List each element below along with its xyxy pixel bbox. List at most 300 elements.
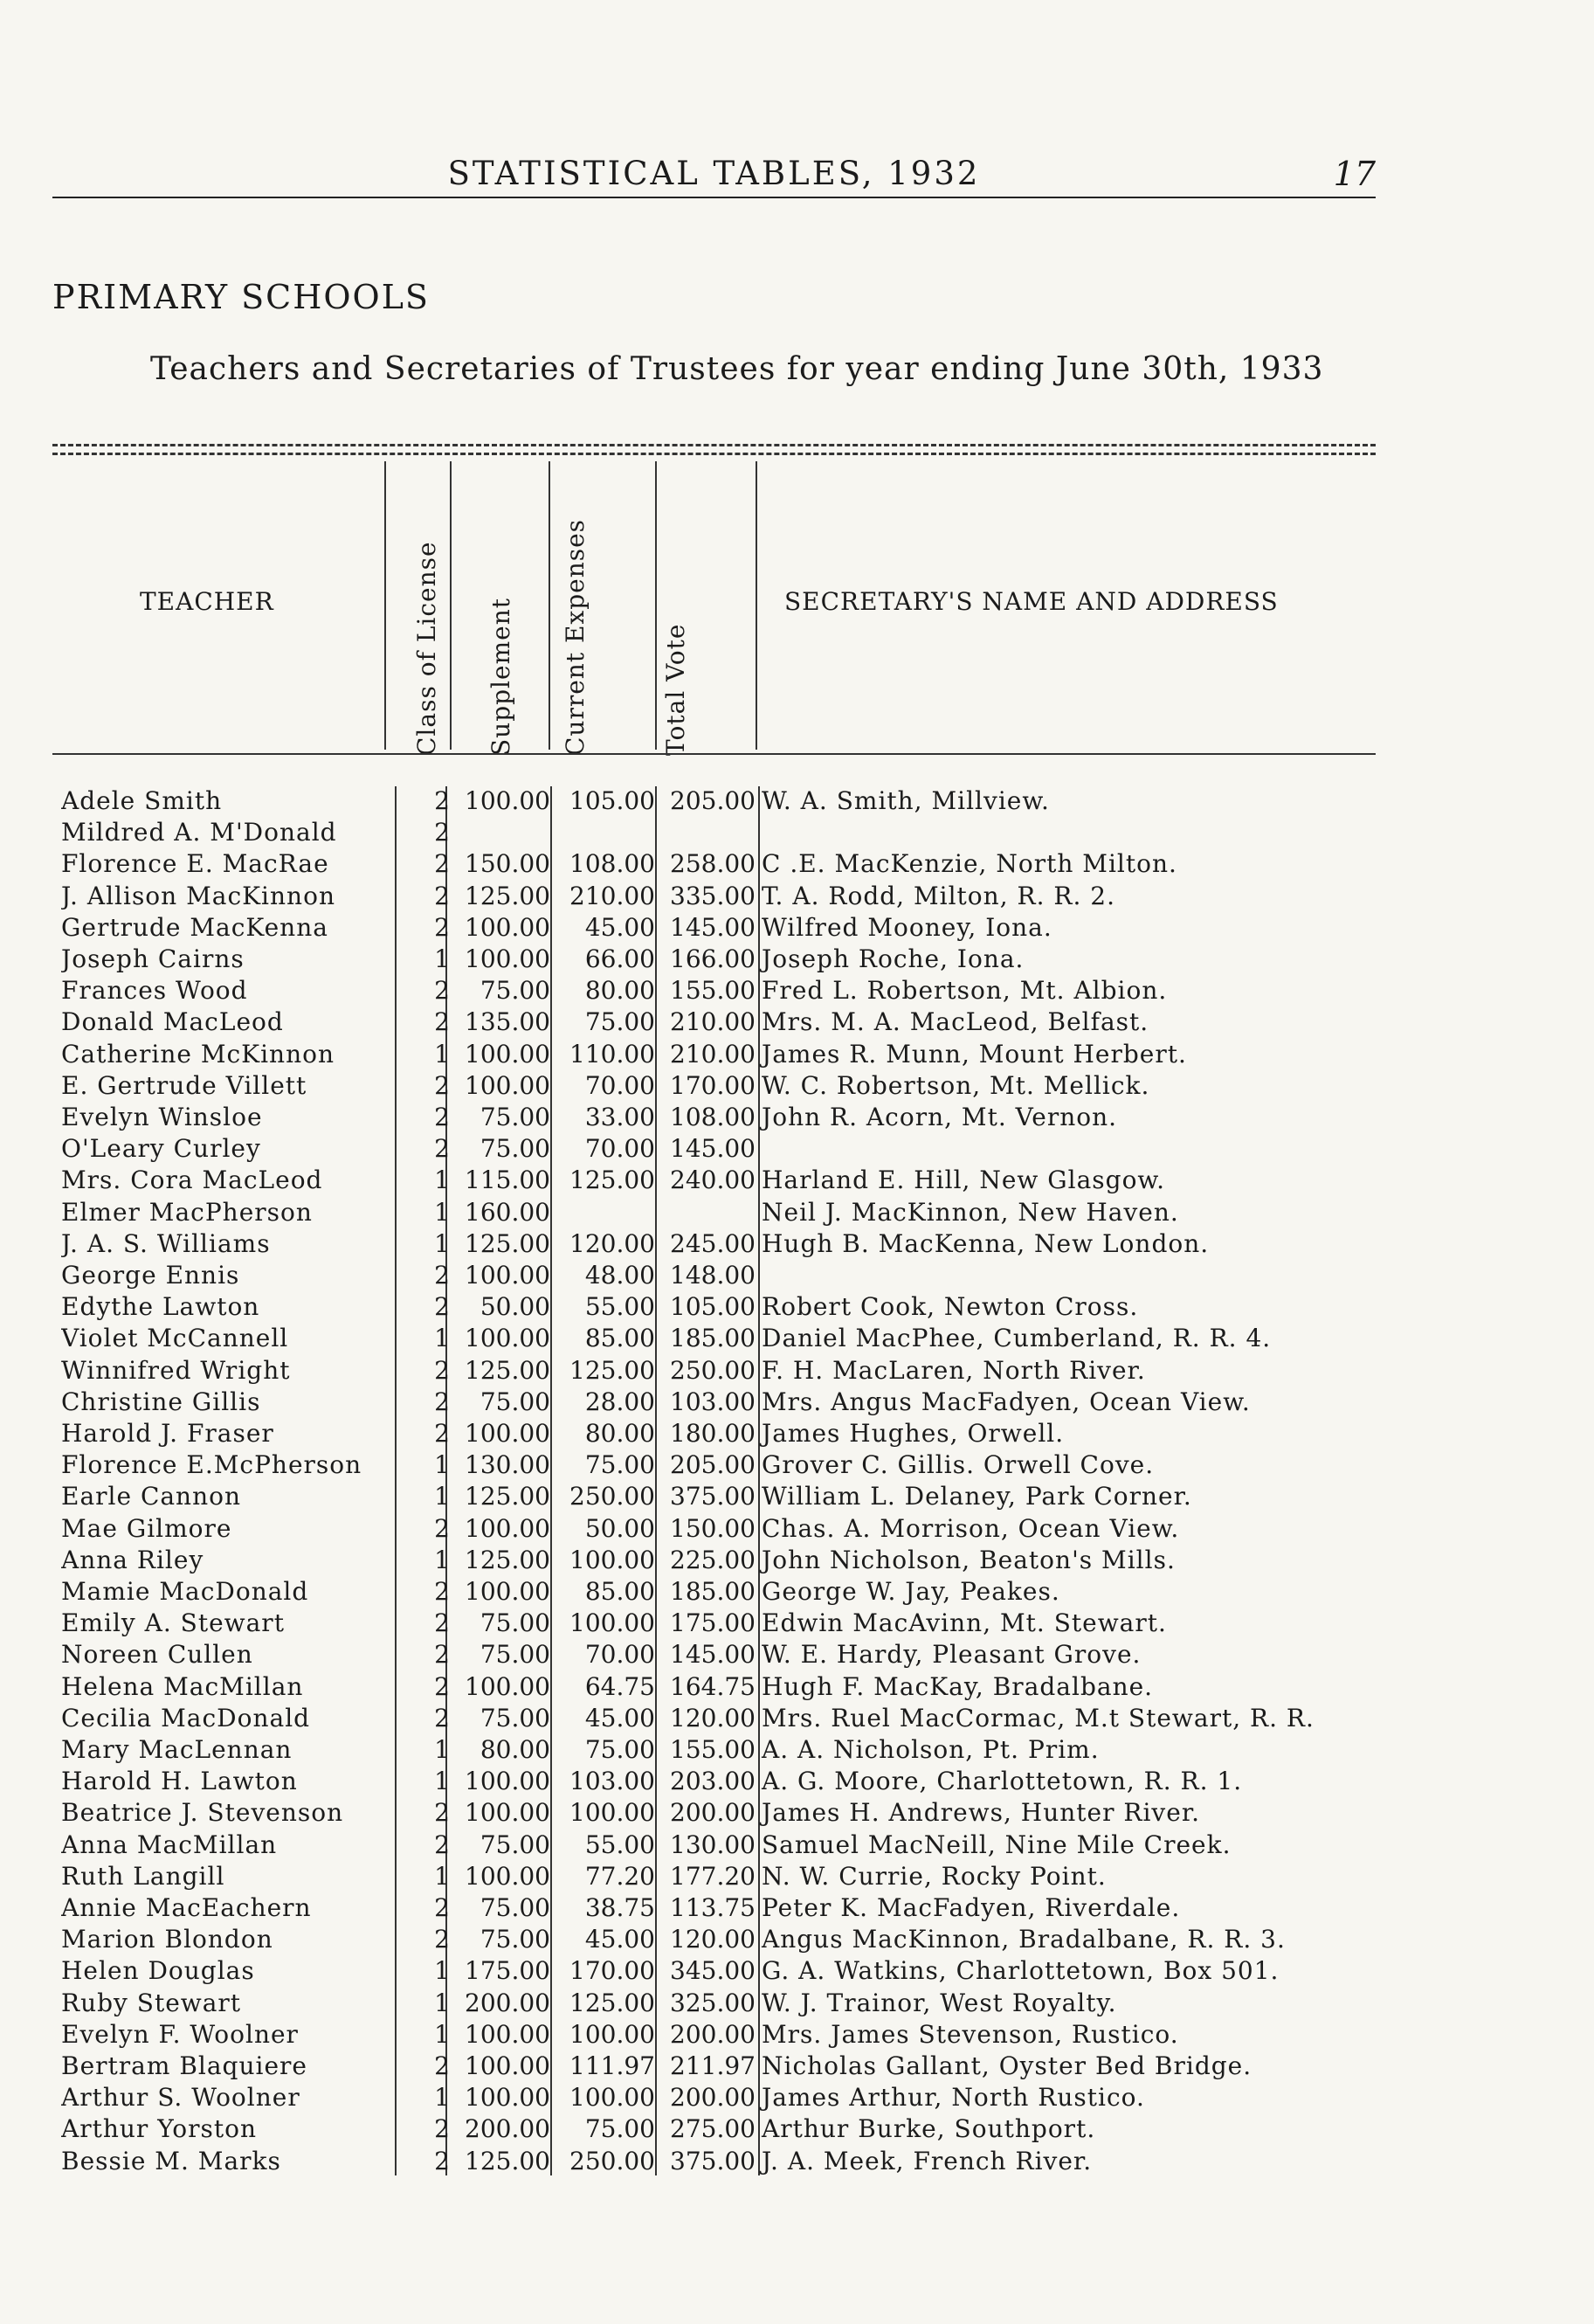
license-class: 1 [434, 1482, 450, 1511]
column-header-supplement: Supplement [486, 598, 515, 756]
supplement-amount: 125.00 [465, 1228, 550, 1258]
total-vote-amount: 210.00 [670, 1007, 756, 1037]
current-expenses-amount: 77.20 [584, 1861, 655, 1891]
table-row [0, 1324, 1594, 1355]
table-row [0, 1261, 1594, 1292]
supplement-amount: 80.00 [480, 1735, 550, 1764]
total-vote-amount: 200.00 [670, 2019, 756, 2049]
current-expenses-amount: 125.00 [569, 1988, 655, 2017]
license-class: 2 [434, 1007, 450, 1037]
teacher-name: Arthur Yorston [61, 2114, 258, 2144]
current-expenses-amount: 55.00 [584, 1829, 655, 1859]
total-vote-amount: 150.00 [670, 1513, 756, 1543]
secretary-name-address: Nicholas Gallant, Oyster Bed Bridge. [762, 2051, 1252, 2080]
table-row [0, 1165, 1594, 1197]
current-expenses-amount: 100.00 [569, 2083, 655, 2113]
secretary-name-address: Hugh B. MacKenna, New London. [762, 1228, 1210, 1258]
supplement-amount: 100.00 [465, 786, 550, 815]
current-expenses-amount: 75.00 [584, 1450, 655, 1480]
supplement-amount: 100.00 [465, 1419, 550, 1448]
column-header-secretary: SECRETARY'S NAME AND ADDRESS [784, 587, 1279, 616]
table-row [0, 2147, 1594, 2178]
secretary-name-address: W. A. Smith, Millview. [762, 786, 1050, 815]
teacher-name: Anna MacMillan [61, 1829, 278, 1859]
total-vote-amount: 130.00 [670, 1829, 756, 1859]
secretary-name-address: Angus MacKinnon, Bradalbane, R. R. 3. [762, 1925, 1286, 1954]
supplement-amount: 75.00 [480, 1893, 550, 1922]
current-expenses-amount: 66.00 [584, 944, 655, 973]
current-expenses-amount: 75.00 [584, 1735, 655, 1764]
current-expenses-amount: 120.00 [569, 1228, 655, 1258]
table-row [0, 1862, 1594, 1893]
secretary-name-address: J. A. Meek, French River. [762, 2146, 1093, 2175]
current-expenses-amount: 80.00 [584, 1419, 655, 1448]
secretary-name-address: F. H. MacLaren, North River. [762, 1355, 1146, 1385]
total-vote-amount: 375.00 [670, 2146, 756, 2175]
total-vote-amount: 375.00 [670, 1482, 756, 1511]
total-vote-amount: 211.97 [670, 2051, 756, 2080]
current-expenses-amount: 45.00 [584, 912, 655, 942]
license-class: 2 [434, 1419, 450, 1448]
license-class: 2 [434, 1608, 450, 1638]
total-vote-amount: 325.00 [670, 1988, 756, 2017]
total-vote-amount: 245.00 [670, 1228, 756, 1258]
license-class: 1 [434, 2019, 450, 2049]
teacher-name: Mamie MacDonald [61, 1577, 309, 1606]
table-row [0, 1735, 1594, 1767]
table-row [0, 1040, 1594, 1071]
teacher-name: Ruth Langill [61, 1861, 225, 1891]
teacher-name: Noreen Cullen [61, 1640, 253, 1670]
secretary-name-address: Peter K. MacFadyen, Riverdale. [762, 1893, 1181, 1922]
table-row [0, 1956, 1594, 1988]
secretary-name-address: W. E. Hardy, Pleasant Grove. [762, 1640, 1142, 1670]
table-row [0, 1007, 1594, 1039]
license-class: 2 [434, 1387, 450, 1416]
secretary-name-address: Neil J. MacKinnon, New Haven. [762, 1197, 1179, 1227]
total-vote-amount: 105.00 [670, 1292, 756, 1322]
table-row [0, 1925, 1594, 1956]
teacher-name: Arthur S. Woolner [61, 2083, 300, 2113]
current-expenses-amount: 64.75 [584, 1671, 655, 1701]
table-row [0, 913, 1594, 944]
supplement-amount: 135.00 [465, 1007, 550, 1037]
table-row [0, 1419, 1594, 1450]
supplement-amount: 100.00 [465, 1324, 550, 1353]
total-vote-amount: 120.00 [670, 1925, 756, 1954]
current-expenses-amount: 108.00 [569, 849, 655, 879]
supplement-amount: 125.00 [465, 1482, 550, 1511]
table-row [0, 849, 1594, 881]
current-expenses-amount: 75.00 [584, 2114, 655, 2144]
current-expenses-amount: 85.00 [584, 1324, 655, 1353]
table-row [0, 1640, 1594, 1671]
teacher-name: Christine Gillis [61, 1387, 261, 1416]
table-row [0, 944, 1594, 976]
current-expenses-amount: 103.00 [569, 1767, 655, 1796]
secretary-name-address: Mrs. Ruel MacCormac, M.t Stewart, R. R. [762, 1703, 1315, 1733]
secretary-name-address: James R. Munn, Mount Herbert. [762, 1039, 1187, 1069]
secretary-name-address: James Hughes, Orwell. [762, 1419, 1065, 1448]
column-header-class: Class of License [412, 541, 441, 756]
license-class: 2 [434, 1671, 450, 1701]
supplement-amount: 100.00 [465, 2019, 550, 2049]
supplement-amount: 200.00 [465, 2114, 550, 2144]
current-expenses-amount: 210.00 [569, 881, 655, 910]
table-row [0, 1229, 1594, 1261]
license-class: 2 [434, 1070, 450, 1100]
supplement-amount: 50.00 [480, 1292, 550, 1322]
license-class: 2 [434, 1798, 450, 1828]
secretary-name-address: W. J. Trainor, West Royalty. [762, 1988, 1117, 2017]
teacher-name: Bertram Blaquiere [61, 2051, 307, 2080]
teacher-name: Emily A. Stewart [61, 1608, 285, 1638]
total-vote-amount: 185.00 [670, 1577, 756, 1606]
supplement-amount: 75.00 [480, 1134, 550, 1164]
table-row [0, 1292, 1594, 1324]
total-vote-amount: 145.00 [670, 912, 756, 942]
supplement-amount: 130.00 [465, 1450, 550, 1480]
supplement-amount: 100.00 [465, 944, 550, 973]
license-class: 1 [434, 1767, 450, 1796]
current-expenses-amount: 33.00 [584, 1103, 655, 1131]
total-vote-amount: 145.00 [670, 1134, 756, 1164]
total-vote-amount: 335.00 [670, 881, 756, 910]
license-class: 2 [434, 1513, 450, 1543]
total-vote-amount: 225.00 [670, 1545, 756, 1574]
current-expenses-amount: 45.00 [584, 1925, 655, 1954]
secretary-name-address: Fred L. Robertson, Mt. Albion. [762, 976, 1168, 1006]
supplement-amount: 100.00 [465, 2051, 550, 2080]
column-header-current: Current Expenses [561, 518, 590, 756]
current-expenses-amount: 85.00 [584, 1577, 655, 1606]
secretary-name-address: Samuel MacNeill, Nine Mile Creek. [762, 1829, 1232, 1859]
current-expenses-amount: 100.00 [569, 1608, 655, 1638]
current-expenses-amount: 100.00 [569, 1545, 655, 1574]
teacher-name: Frances Wood [61, 976, 248, 1006]
secretary-name-address: James Arthur, North Rustico. [762, 2083, 1145, 2113]
table-row [0, 786, 1594, 818]
teacher-name: J. A. S. Williams [61, 1228, 271, 1258]
secretary-name-address: Mrs. James Stevenson, Rustico. [762, 2019, 1179, 2049]
supplement-amount: 175.00 [465, 1956, 550, 1986]
current-expenses-amount: 70.00 [584, 1070, 655, 1100]
teacher-name: Catherine McKinnon [61, 1039, 335, 1069]
top-dashed-rule-2 [52, 453, 1376, 455]
supplement-amount: 125.00 [465, 881, 550, 910]
secretary-name-address: Harland E. Hill, New Glasgow. [762, 1165, 1165, 1195]
license-class: 2 [434, 1893, 450, 1922]
teacher-name: Florence E. MacRae [61, 849, 329, 879]
teacher-name: Edythe Lawton [61, 1292, 260, 1322]
secretary-name-address: Chas. A. Morrison, Ocean View. [762, 1513, 1180, 1543]
supplement-amount: 115.00 [465, 1165, 550, 1195]
header-divider-3 [549, 461, 550, 750]
total-vote-amount: 185.00 [670, 1324, 756, 1353]
supplement-amount: 100.00 [465, 1261, 550, 1290]
table-row [0, 1546, 1594, 1577]
current-expenses-amount: 55.00 [584, 1292, 655, 1322]
supplement-amount: 75.00 [480, 976, 550, 1006]
total-vote-amount: 113.75 [670, 1893, 756, 1922]
current-expenses-amount: 125.00 [569, 1165, 655, 1195]
teacher-name: Mildred A. M'Donald [61, 818, 337, 847]
table-row [0, 1830, 1594, 1862]
header-divider-2 [450, 461, 452, 750]
column-header-total: Total Vote [661, 623, 690, 756]
license-class: 2 [434, 1292, 450, 1322]
current-expenses-amount: 28.00 [584, 1387, 655, 1416]
header-divider-4 [655, 461, 657, 750]
table-row [0, 1514, 1594, 1546]
secretary-name-address: Edwin MacAvinn, Mt. Stewart. [762, 1608, 1167, 1638]
total-vote-amount: 103.00 [670, 1387, 756, 1416]
teacher-name: Helena MacMillan [61, 1671, 304, 1701]
table-row [0, 2051, 1594, 2083]
secretary-name-address: Mrs. M. A. MacLeod, Belfast. [762, 1007, 1149, 1037]
license-class: 2 [434, 1261, 450, 1290]
table-row [0, 1577, 1594, 1608]
total-vote-amount: 250.00 [670, 1355, 756, 1385]
license-class: 1 [434, 1956, 450, 1986]
license-class: 1 [434, 1324, 450, 1353]
supplement-amount: 100.00 [465, 1671, 550, 1701]
teacher-name: Helen Douglas [61, 1956, 255, 1986]
license-class: 2 [434, 2146, 450, 2175]
license-class: 2 [434, 881, 450, 910]
total-vote-amount: 180.00 [670, 1419, 756, 1448]
supplement-amount: 100.00 [465, 912, 550, 942]
header-divider-1 [384, 461, 386, 750]
license-class: 1 [434, 1450, 450, 1480]
supplement-amount: 200.00 [465, 1988, 550, 2017]
supplement-amount: 100.00 [465, 2083, 550, 2113]
teacher-name: E. Gertrude Villett [61, 1070, 307, 1100]
current-expenses-amount: 125.00 [569, 1355, 655, 1385]
total-vote-amount: 200.00 [670, 2083, 756, 2113]
total-vote-amount: 205.00 [670, 786, 756, 815]
teacher-name: Earle Cannon [61, 1482, 242, 1511]
teacher-name: Mary MacLennan [61, 1735, 293, 1764]
table-row [0, 1134, 1594, 1165]
supplement-amount: 75.00 [480, 1829, 550, 1859]
supplement-amount: 100.00 [465, 1798, 550, 1828]
secretary-name-address: W. C. Robertson, Mt. Mellick. [762, 1070, 1150, 1100]
supplement-amount: 75.00 [480, 1925, 550, 1954]
teacher-name: Evelyn Winsloe [61, 1103, 263, 1131]
total-vote-amount: 275.00 [670, 2114, 756, 2144]
teacher-name: George Ennis [61, 1261, 240, 1290]
secretary-name-address: Wilfred Mooney, Iona. [762, 912, 1052, 942]
license-class: 2 [434, 912, 450, 942]
table-row [0, 818, 1594, 849]
table-row [0, 1450, 1594, 1482]
table-row [0, 1608, 1594, 1640]
secretary-name-address: C .E. MacKenzie, North Milton. [762, 849, 1177, 879]
current-expenses-amount: 38.75 [584, 1893, 655, 1922]
license-class: 1 [434, 1228, 450, 1258]
license-class: 1 [434, 1197, 450, 1227]
total-vote-amount: 166.00 [670, 944, 756, 973]
current-expenses-amount: 45.00 [584, 1703, 655, 1733]
current-expenses-amount: 110.00 [569, 1039, 655, 1069]
supplement-amount: 100.00 [465, 1513, 550, 1543]
current-expenses-amount: 250.00 [569, 2146, 655, 2175]
license-class: 2 [434, 1355, 450, 1385]
total-vote-amount: 203.00 [670, 1767, 756, 1796]
current-expenses-amount: 111.97 [569, 2051, 655, 2080]
table-row [0, 1356, 1594, 1387]
secretary-name-address: James H. Andrews, Hunter River. [762, 1798, 1201, 1828]
supplement-amount: 150.00 [465, 849, 550, 879]
license-class: 2 [434, 976, 450, 1006]
license-class: 1 [434, 1988, 450, 2017]
teacher-name: Donald MacLeod [61, 1007, 284, 1037]
total-vote-amount: 200.00 [670, 1798, 756, 1828]
total-vote-amount: 345.00 [670, 1956, 756, 1986]
license-class: 2 [434, 2051, 450, 2080]
teacher-name: Joseph Cairns [61, 944, 245, 973]
supplement-amount: 125.00 [465, 1355, 550, 1385]
license-class: 2 [434, 818, 450, 847]
total-vote-amount: 145.00 [670, 1640, 756, 1670]
top-dashed-rule [52, 444, 1376, 446]
total-vote-amount: 170.00 [670, 1070, 756, 1100]
total-vote-amount: 205.00 [670, 1450, 756, 1480]
secretary-name-address: Joseph Roche, Iona. [762, 944, 1025, 973]
license-class: 1 [434, 1545, 450, 1574]
teacher-name: J. Allison MacKinnon [61, 881, 335, 910]
supplement-amount: 125.00 [465, 1545, 550, 1574]
table-row [0, 1704, 1594, 1735]
total-vote-amount: 177.20 [670, 1861, 756, 1891]
current-expenses-amount: 105.00 [569, 786, 655, 815]
secretary-name-address: Mrs. Angus MacFadyen, Ocean View. [762, 1387, 1251, 1416]
secretary-name-address: N. W. Currie, Rocky Point. [762, 1861, 1107, 1891]
teacher-name: Elmer MacPherson [61, 1197, 313, 1227]
table-row [0, 882, 1594, 913]
current-expenses-amount: 100.00 [569, 2019, 655, 2049]
secretary-name-address: John R. Acorn, Mt. Vernon. [762, 1103, 1118, 1131]
teacher-name: Winnifred Wright [61, 1355, 291, 1385]
table-row [0, 1387, 1594, 1419]
teacher-name: Gertrude MacKenna [61, 912, 328, 942]
license-class: 2 [434, 2114, 450, 2144]
column-header-teacher: TEACHER [140, 587, 274, 616]
table-row [0, 1198, 1594, 1229]
current-expenses-amount: 80.00 [584, 976, 655, 1006]
secretary-name-address: A. G. Moore, Charlottetown, R. R. 1. [762, 1767, 1243, 1796]
header-bottom-rule [52, 753, 1376, 755]
total-vote-amount: 148.00 [670, 1261, 756, 1290]
secretary-name-address: Arthur Burke, Southport. [762, 2114, 1096, 2144]
table-row [0, 1482, 1594, 1513]
supplement-amount: 75.00 [480, 1103, 550, 1131]
teacher-name: Bessie M. Marks [61, 2146, 281, 2175]
running-title: STATISTICAL TABLES, 1932 [447, 155, 981, 192]
current-expenses-amount: 70.00 [584, 1134, 655, 1164]
teacher-name: Marion Blondon [61, 1925, 273, 1954]
total-vote-amount: 164.75 [670, 1671, 756, 1701]
teacher-name: Florence E.McPherson [61, 1450, 362, 1480]
table-row [0, 1672, 1594, 1704]
table-row [0, 1893, 1594, 1925]
license-class: 2 [434, 1925, 450, 1954]
supplement-amount: 100.00 [465, 1577, 550, 1606]
total-vote-amount: 240.00 [670, 1165, 756, 1195]
teacher-name: Evelyn F. Woolner [61, 2019, 299, 2049]
table-row [0, 1071, 1594, 1103]
license-class: 1 [434, 1735, 450, 1764]
table-row [0, 2020, 1594, 2051]
secretary-name-address: John Nicholson, Beaton's Mills. [762, 1545, 1176, 1574]
teacher-name: O'Leary Curley [61, 1134, 261, 1164]
license-class: 2 [434, 1577, 450, 1606]
teacher-name: Violet McCannell [61, 1324, 289, 1353]
supplement-amount: 100.00 [465, 1039, 550, 1069]
license-class: 2 [434, 1134, 450, 1164]
supplement-amount: 160.00 [465, 1197, 550, 1227]
secretary-name-address: Grover C. Gillis. Orwell Cove. [762, 1450, 1155, 1480]
license-class: 1 [434, 1165, 450, 1195]
license-class: 2 [434, 1640, 450, 1670]
teacher-name: Anna Riley [61, 1545, 204, 1574]
secretary-name-address: T. A. Rodd, Milton, R. R. 2. [762, 881, 1115, 910]
running-header [52, 153, 1376, 198]
current-expenses-amount: 250.00 [569, 1482, 655, 1511]
teacher-name: Beatrice J. Stevenson [61, 1798, 344, 1828]
teacher-name: Ruby Stewart [61, 1988, 242, 2017]
table-row [0, 1767, 1594, 1798]
license-class: 2 [434, 1703, 450, 1733]
license-class: 2 [434, 1103, 450, 1131]
current-expenses-amount: 48.00 [584, 1261, 655, 1290]
license-class: 1 [434, 1039, 450, 1069]
secretary-name-address: George W. Jay, Peakes. [762, 1577, 1060, 1606]
license-class: 2 [434, 849, 450, 879]
license-class: 1 [434, 1861, 450, 1891]
secretary-name-address: G. A. Watkins, Charlottetown, Box 501. [762, 1956, 1280, 1986]
total-vote-amount: 258.00 [670, 849, 756, 879]
teacher-name: Cecilia MacDonald [61, 1703, 311, 1733]
secretary-name-address: A. A. Nicholson, Pt. Prim. [762, 1735, 1100, 1764]
supplement-amount: 75.00 [480, 1608, 550, 1638]
supplement-amount: 75.00 [480, 1640, 550, 1670]
total-vote-amount: 120.00 [670, 1703, 756, 1733]
total-vote-amount: 175.00 [670, 1608, 756, 1638]
supplement-amount: 75.00 [480, 1703, 550, 1733]
table-subtitle: Teachers and Secretaries of Trustees for year ending June 30th, 1933 [150, 351, 1324, 387]
secretary-name-address: Daniel MacPhee, Cumberland, R. R. 4. [762, 1324, 1272, 1353]
page-number: 17 [1333, 155, 1376, 193]
teacher-name: Mrs. Cora MacLeod [61, 1165, 323, 1195]
teacher-name: Harold H. Lawton [61, 1767, 298, 1796]
total-vote-amount: 155.00 [670, 1735, 756, 1764]
current-expenses-amount: 50.00 [584, 1513, 655, 1543]
secretary-name-address: Robert Cook, Newton Cross. [762, 1292, 1139, 1322]
teacher-name: Adele Smith [61, 786, 223, 815]
supplement-amount: 75.00 [480, 1387, 550, 1416]
supplement-amount: 125.00 [465, 2146, 550, 2175]
table-row [0, 2083, 1594, 2114]
supplement-amount: 100.00 [465, 1767, 550, 1796]
license-class: 2 [434, 1829, 450, 1859]
teacher-name: Mae Gilmore [61, 1513, 232, 1543]
total-vote-amount: 210.00 [670, 1039, 756, 1069]
header-divider-5 [756, 461, 757, 750]
secretary-name-address: William L. Delaney, Park Corner. [762, 1482, 1192, 1511]
current-expenses-amount: 75.00 [584, 1007, 655, 1037]
